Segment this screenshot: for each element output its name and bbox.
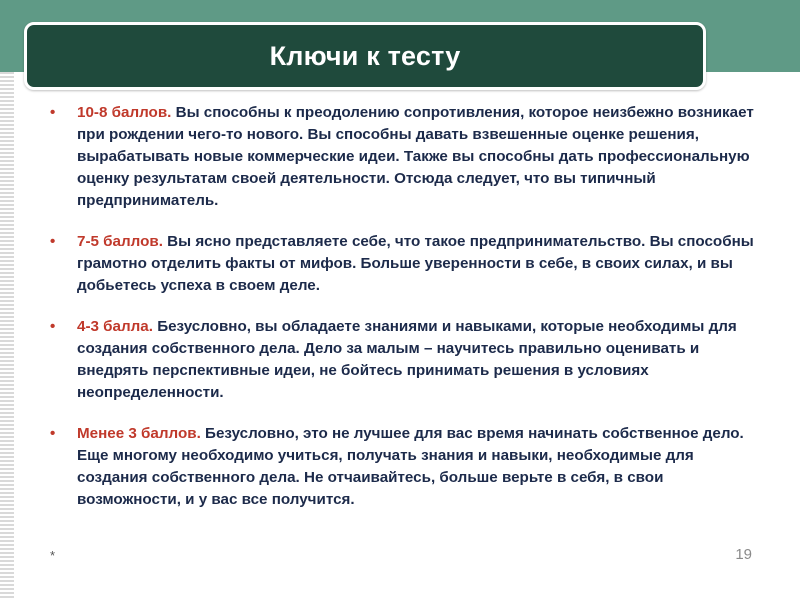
item-description: Безусловно, вы обладаете знаниями и навыками, которые необходимы для создания собственного дела. Дело за малым – научитесь правильно оценивать и внедрять перспективные идеи, не бойтесь принимать решения в условиях неопределенности.: [77, 318, 737, 401]
content-list: [50, 102, 762, 530]
score-range: 10-8 баллов.: [77, 104, 172, 121]
bullet-dot-icon: •: [50, 104, 56, 121]
list-item: [50, 316, 762, 404]
item-description: Безусловно, это не лучшее для вас время начинать собственное дело. Еще многому необходимо учиться, получать знания и навыки, необходимые для создания собственного дела. Не отчаивайтесь, больше верьте в себя, в свои возможности, и у вас все получится.: [77, 425, 744, 508]
title-bar: [24, 22, 706, 90]
bullet-dot-icon: •: [50, 233, 56, 250]
list-item: [50, 231, 762, 297]
list-item: [50, 102, 762, 212]
slide-title: Ключи к тесту: [269, 40, 461, 71]
item-description: Вы способны к преодолению сопротивления, которое неизбежно возникает при рождении чего-то нового. Вы способны давать взвешенные оценке решения, вырабатывать новые коммерческие идеи. Также вы способны дать профессиональную оценку результатам своей деятельности. Отсюда следует, что вы типичный предприниматель.: [77, 104, 754, 209]
score-range: Менее 3 баллов.: [77, 425, 201, 442]
bullet-dot-icon: •: [50, 425, 56, 442]
score-range: 7-5 баллов.: [77, 233, 163, 250]
page-number: 19: [735, 546, 752, 563]
bullet-dot-icon: •: [50, 318, 56, 335]
item-description: Вы ясно представляете себе, что такое предпринимательство. Вы способны грамотно отделить факты от мифов. Больше уверенности в себе, в своих силах, и вы добьетесь успеха в своем деле.: [77, 233, 754, 294]
score-range: 4-3 балла.: [77, 318, 153, 335]
decorative-stripes: [0, 72, 14, 600]
list-item: [50, 423, 762, 511]
footer-marker: *: [50, 548, 56, 563]
